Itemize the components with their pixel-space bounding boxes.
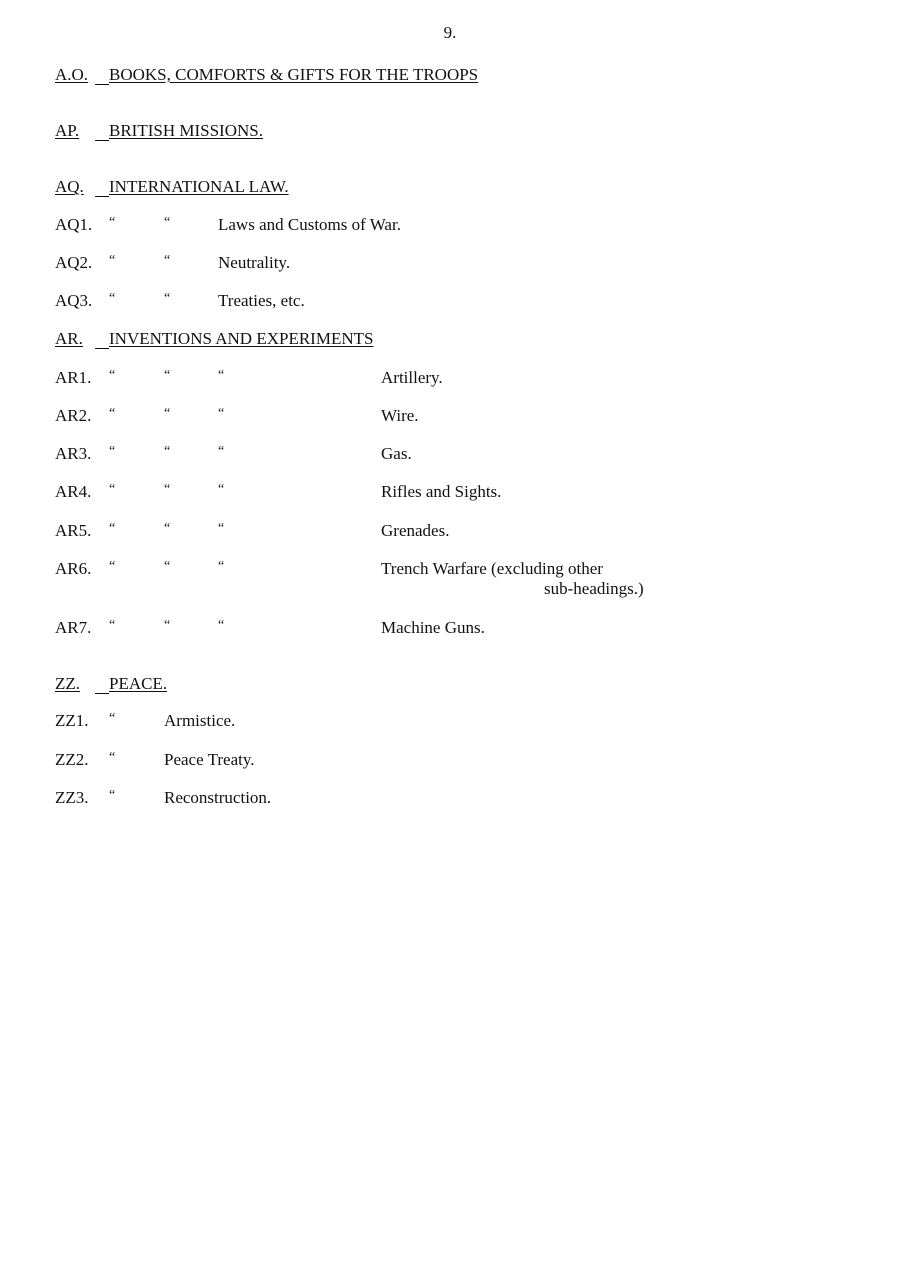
ditto-mark: “ [109, 711, 116, 726]
item-code: AQ2. [55, 253, 93, 272]
item-description: Gas. [381, 444, 412, 463]
ditto-mark: “ [109, 444, 116, 459]
item-description: Machine Guns. [381, 618, 485, 637]
item-code: AR2. [55, 406, 92, 425]
ditto-mark: “ [218, 368, 225, 383]
ditto-mark: “ [109, 559, 116, 574]
underline-gap [95, 693, 109, 694]
item-code: AR4. [55, 482, 92, 501]
item-description: Artillery. [381, 368, 443, 387]
ditto-mark: “ [218, 406, 225, 421]
item-code: AQ1. [55, 215, 93, 234]
ditto-mark: “ [164, 618, 171, 633]
item-description: Rifles and Sights. [381, 482, 502, 501]
section-code: ZZ. [55, 674, 81, 693]
item-code: AR1. [55, 368, 92, 387]
item-code: ZZ1. [55, 711, 89, 730]
item-code: AR6. [55, 559, 92, 578]
item-description-continuation: sub-headings.) [544, 579, 644, 598]
ditto-mark: “ [218, 482, 225, 497]
underline-gap [95, 196, 109, 197]
section-title: BRITISH MISSIONS. [109, 121, 263, 140]
ditto-mark: “ [164, 215, 171, 230]
item-description: Trench Warfare (excluding other [381, 559, 603, 578]
underline-gap [95, 84, 109, 85]
item-description: Treaties, etc. [218, 291, 305, 310]
underline-gap [95, 348, 109, 349]
item-code: ZZ3. [55, 788, 89, 807]
section-code: AR. [55, 329, 83, 348]
ditto-mark: “ [109, 521, 116, 536]
section-title: INVENTIONS AND EXPERIMENTS [109, 329, 374, 348]
item-code: ZZ2. [55, 750, 89, 769]
item-description: Grenades. [381, 521, 450, 540]
ditto-mark: “ [109, 750, 116, 765]
ditto-mark: “ [164, 406, 171, 421]
item-description: Reconstruction. [164, 788, 272, 807]
ditto-mark: “ [164, 291, 171, 306]
section-title: BOOKS, COMFORTS & GIFTS FOR THE TROOPS [109, 65, 479, 84]
section-title: INTERNATIONAL LAW. [109, 177, 289, 196]
ditto-mark: “ [109, 291, 116, 306]
section-code: AP. [55, 121, 80, 140]
ditto-mark: “ [109, 618, 116, 633]
ditto-mark: “ [109, 215, 116, 230]
ditto-mark: “ [109, 253, 116, 268]
ditto-mark: “ [109, 482, 116, 497]
page-number: 9. [443, 23, 457, 42]
ditto-mark: “ [164, 482, 171, 497]
item-description: Armistice. [164, 711, 236, 730]
underline-gap [95, 140, 109, 141]
section-title: PEACE. [109, 674, 168, 693]
item-description: Neutrality. [218, 253, 291, 272]
ditto-mark: “ [218, 559, 225, 574]
ditto-mark: “ [218, 618, 225, 633]
ditto-mark: “ [218, 444, 225, 459]
item-code: AR3. [55, 444, 92, 463]
ditto-mark: “ [164, 559, 171, 574]
item-description: Wire. [381, 406, 419, 425]
ditto-mark: “ [218, 521, 225, 536]
ditto-mark: “ [109, 368, 116, 383]
ditto-mark: “ [109, 788, 116, 803]
ditto-mark: “ [109, 406, 116, 421]
section-code: A.O. [55, 65, 89, 84]
ditto-mark: “ [164, 444, 171, 459]
item-code: AR5. [55, 521, 92, 540]
section-code: AQ. [55, 177, 84, 196]
item-description: Laws and Customs of War. [218, 215, 401, 234]
ditto-mark: “ [164, 253, 171, 268]
item-code: AQ3. [55, 291, 93, 310]
item-description: Peace Treaty. [164, 750, 255, 769]
item-code: AR7. [55, 618, 92, 637]
ditto-mark: “ [164, 368, 171, 383]
ditto-mark: “ [164, 521, 171, 536]
